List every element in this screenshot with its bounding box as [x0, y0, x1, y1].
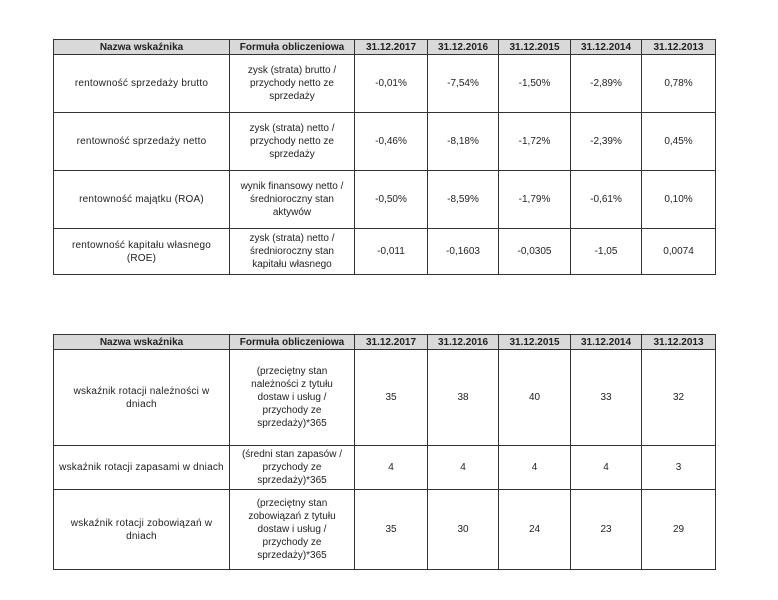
- ratio-formula: (średni stan zapasów / przychody ze sprzedaży)*365: [230, 446, 355, 490]
- header-year: 31.12.2017: [355, 40, 428, 55]
- ratio-value: -1,50%: [499, 55, 571, 113]
- ratio-value: 4: [428, 446, 499, 490]
- ratio-formula: zysk (strata) netto / przychody netto ze sprzedaży: [230, 113, 355, 171]
- ratio-value: 4: [571, 446, 642, 490]
- ratio-formula: wynik finansowy netto / średnioroczny stan aktywów: [230, 171, 355, 229]
- ratio-value: 29: [642, 490, 716, 570]
- ratio-value: -8,59%: [428, 171, 499, 229]
- ratio-formula: (przeciętny stan zobowiązań z tytułu dostaw i usług / przychody ze sprzedaży)*365: [230, 490, 355, 570]
- ratio-value: 0,10%: [642, 171, 716, 229]
- ratio-value: -1,72%: [499, 113, 571, 171]
- header-year: 31.12.2014: [571, 40, 642, 55]
- header-year: 31.12.2016: [428, 335, 499, 350]
- header-year: 31.12.2017: [355, 335, 428, 350]
- ratio-value: -2,89%: [571, 55, 642, 113]
- table-row: [54, 171, 716, 229]
- ratio-formula: (przeciętny stan należności z tytułu dostaw i usług / przychody ze sprzedaży)*365: [230, 350, 355, 446]
- ratio-value: 23: [571, 490, 642, 570]
- table-row: [54, 113, 716, 171]
- table-row: [54, 446, 716, 490]
- ratio-name: wskaźnik rotacji zobowiązań w dniach: [54, 490, 230, 570]
- ratio-formula: zysk (strata) netto / średnioroczny stan kapitału własnego: [230, 229, 355, 275]
- ratio-value: -1,79%: [499, 171, 571, 229]
- ratio-value: 33: [571, 350, 642, 446]
- table-row: [54, 55, 716, 113]
- ratio-value: -0,61%: [571, 171, 642, 229]
- header-year: 31.12.2015: [499, 40, 571, 55]
- ratio-value: -2,39%: [571, 113, 642, 171]
- ratio-value: 0,78%: [642, 55, 716, 113]
- ratio-value: 35: [355, 490, 428, 570]
- header-name: Nazwa wskaźnika: [54, 335, 230, 350]
- table-row: [54, 490, 716, 570]
- ratio-value: -7,54%: [428, 55, 499, 113]
- header-row: [54, 40, 716, 55]
- ratio-value: -0,01%: [355, 55, 428, 113]
- ratio-value: 4: [499, 446, 571, 490]
- ratio-formula: zysk (strata) brutto / przychody netto ze sprzedaży: [230, 55, 355, 113]
- ratio-value: -0,0305: [499, 229, 571, 275]
- header-formula: Formuła obliczeniowa: [230, 335, 355, 350]
- ratio-value: -0,011: [355, 229, 428, 275]
- ratio-value: 0,45%: [642, 113, 716, 171]
- ratio-value: 3: [642, 446, 716, 490]
- ratio-value: 4: [355, 446, 428, 490]
- ratio-value: 24: [499, 490, 571, 570]
- header-year: 31.12.2016: [428, 40, 499, 55]
- table-row: [54, 350, 716, 446]
- header-row: [54, 335, 716, 350]
- ratio-value: 32: [642, 350, 716, 446]
- ratio-value: 35: [355, 350, 428, 446]
- header-name: Nazwa wskaźnika: [54, 40, 230, 55]
- ratio-name: rentowność kapitału własnego (ROE): [54, 229, 230, 275]
- ratio-value: 0,0074: [642, 229, 716, 275]
- ratio-name: rentowność sprzedaży netto: [54, 113, 230, 171]
- header-year: 31.12.2013: [642, 335, 716, 350]
- header-year: 31.12.2013: [642, 40, 716, 55]
- ratio-name: rentowność sprzedaży brutto: [54, 55, 230, 113]
- ratio-value: -0,50%: [355, 171, 428, 229]
- header-year: 31.12.2015: [499, 335, 571, 350]
- header-formula: Formuła obliczeniowa: [230, 40, 355, 55]
- ratio-name: wskaźnik rotacji należności w dniach: [54, 350, 230, 446]
- header-year: 31.12.2014: [571, 335, 642, 350]
- ratio-name: rentowność majątku (ROA): [54, 171, 230, 229]
- ratio-value: -8,18%: [428, 113, 499, 171]
- table-row: [54, 229, 716, 275]
- turnover-ratios-table: [53, 334, 716, 570]
- ratio-name: wskaźnik rotacji zapasami w dniach: [54, 446, 230, 490]
- ratio-value: -0,1603: [428, 229, 499, 275]
- ratio-value: -0,46%: [355, 113, 428, 171]
- ratio-value: 30: [428, 490, 499, 570]
- ratio-value: 40: [499, 350, 571, 446]
- profitability-ratios-table: [53, 39, 716, 275]
- ratio-value: -1,05: [571, 229, 642, 275]
- ratio-value: 38: [428, 350, 499, 446]
